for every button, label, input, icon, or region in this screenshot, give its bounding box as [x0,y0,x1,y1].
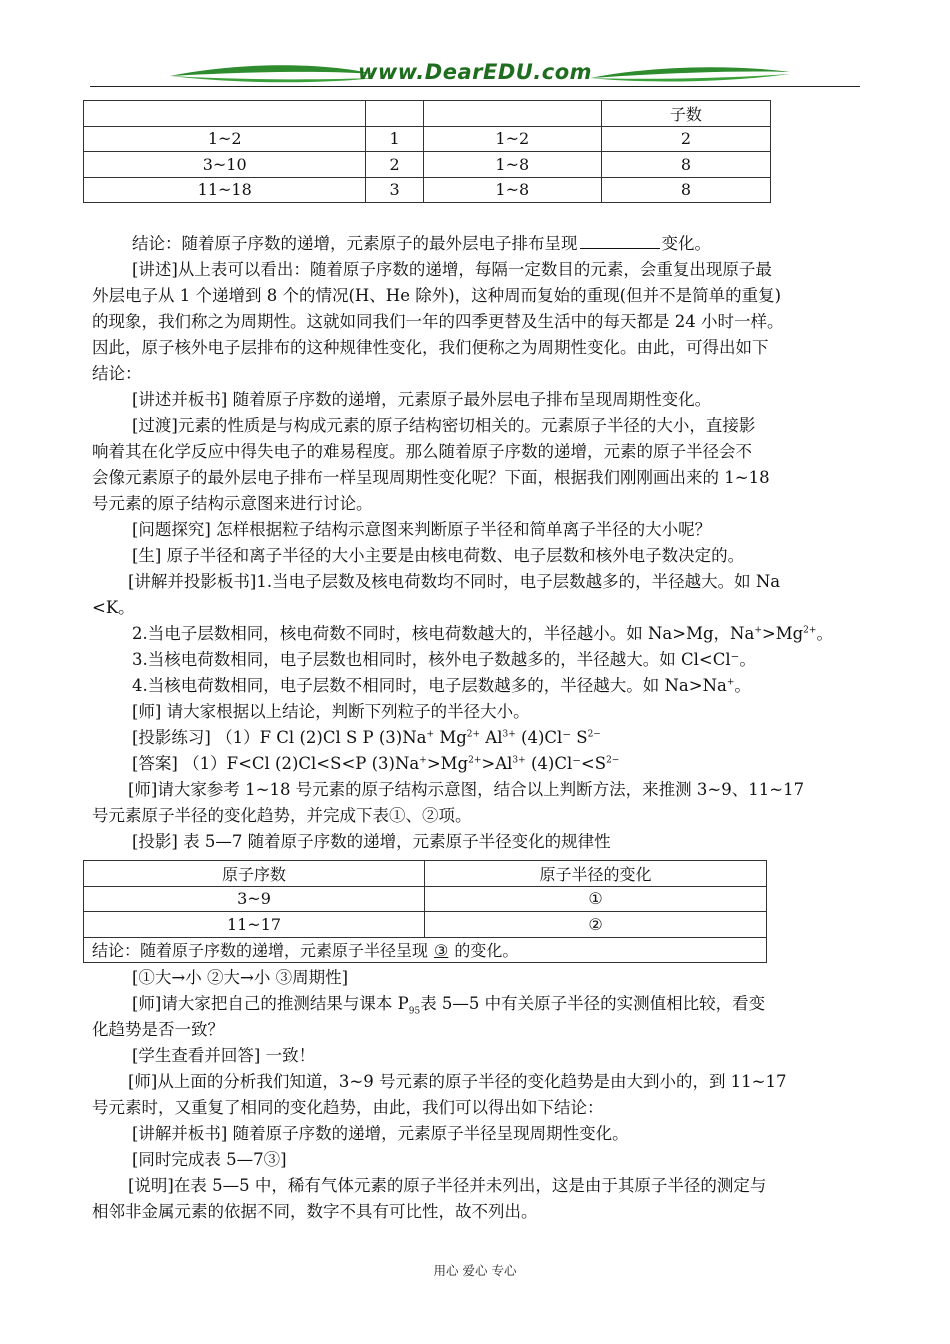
table-cell: 3~9 [84,886,425,912]
fill-in-blank [580,232,660,249]
table-cell: 1~8 [423,152,601,178]
table-row [84,937,767,963]
paragraph-line: [问题探究] 怎样根据粒子结构示意图来判断原子半径和简单离子半径的大小呢？ [132,520,712,539]
table-row [84,177,771,203]
paragraph-line: [师]从上面的分析我们知道，3~9 号元素的原子半径的变化趋势是由大到小的，到 11~17 [128,1072,787,1091]
paragraph-line: [答案] （1）F<Cl (2)Cl<S<P $(3)Na^+>Mg^{2+}>Al^{3+}$ $(4)Cl^-<S^{2-}$ [132,754,620,773]
paragraph-line: 3.当核电荷数相同，电子层数也相同时，核外电子数越多的，半径越大。如 Cl<Cl⁻。 [132,650,756,669]
body-text-block-1 [92,231,860,855]
paragraph-line: [师] 请大家根据以上结论，判断下列粒子的半径大小。 [132,702,530,721]
table-row [84,101,771,127]
paragraph-line: [过渡]元素的性质是与构成元素的原子结构密切相关的。元素原子半径的大小，直接影 [132,416,756,435]
table-row [84,152,771,178]
paragraph-line: [讲述]从上表可以看出：随着原子序数的递增，每隔一定数目的元素，会重复出现原子最 [132,260,772,279]
table-cell [366,101,423,127]
table-cell: 1 [366,126,423,152]
table-cell [423,101,601,127]
table-header-cell: 原子序数 [84,861,425,887]
table-cell [84,101,366,127]
page-footer: 用心 爱心 专心 [433,1263,517,1278]
paragraph-line: [讲解并板书] 随着原子序数的递增，元素原子半径呈现周期性变化。 [132,1124,629,1143]
table-row [84,886,767,912]
table-cell: ② [425,912,767,938]
paragraph-line: [投影练习] （1）F Cl (2)Cl S P (3)Na+ $Mg^{2+}$ $Al^{3+}$ (4)Cl⁻ $S^{2-}$ [132,728,601,747]
table-cell: ① [425,886,767,912]
electron-shell-table [83,100,771,203]
paragraph-line: 因此，原子核外电子层排布的这种规律性变化，我们便称之为周期性变化。由此，可得出如下 [92,338,769,357]
table-conclusion-cell: 结论：随着原子序数的递增，元素原子半径呈现 ③ 的变化。 [84,937,767,963]
site-logo: www.DearEDU.com [357,60,593,84]
table-cell: 3 [366,177,423,203]
paragraph-line: [师]请大家参考 1~18 号元素的原子结构示意图，结合以上判断方法，来推测 3~9、11~17 [128,780,805,799]
table-row [84,126,771,152]
paragraph-line: 号元素原子半径的变化趋势，并完成下表①、②项。 [92,806,472,825]
table-row [84,861,767,887]
table-cell: 2 [366,152,423,178]
paragraph-line: [讲述并板书] 随着原子序数的递增，元素原子最外层电子排布呈现周期性变化。 [132,390,712,409]
table-cell: 子数 [601,101,770,127]
body-text-block-2 [92,965,860,1225]
paragraph-line: 响着其在化学反应中得失电子的难易程度。那么随着原子序数的递增，元素的原子半径会不 [92,442,752,461]
paragraph-line: [①大→小 ②大→小 ③周期性] [132,968,349,987]
paragraph-line: 号元素的原子结构示意图来进行讨论。 [92,494,373,513]
paragraph-line: [学生查看并回答] 一致！ [132,1046,316,1065]
table-row [84,912,767,938]
table-cell: 8 [601,152,770,178]
paragraph-line: 会像元素原子的最外层电子排布一样呈现周期性变化呢？下面，根据我们刚刚画出来的 1~18 [92,468,770,487]
paragraph-line: 2.当电子层数相同，核电荷数不同时，核电荷数越大的，半径越小。如 Na>Mg，$Na^+>Mg^{2+}$。 [132,624,833,643]
fill-in-blank: ③ [434,941,449,961]
paragraph-line: [师]请大家把自己的推测结果与课本 $P_{95}$表 5—5 中有关原子半径的实测值相比较，看变 [132,994,766,1017]
paragraph-line: [同时完成表 5—7③] [132,1150,287,1169]
table-cell: 11~18 [84,177,366,203]
atomic-radius-table [83,860,767,963]
table-header-cell: 原子半径的变化 [425,861,767,887]
paragraph-line: [生] 原子半径和离子半径的大小主要是由核电荷数、电子层数和核外电子数决定的。 [132,546,745,565]
paragraph-line: [说明]在表 5—5 中，稀有气体元素的原子半径并未列出，这是由于其原子半径的测定与 [128,1176,767,1195]
paragraph-line: 外层电子从 1 个递增到 8 个的情况(H、He 除外)，这种周而复始的重现(但并不是简单的重复) [92,286,782,305]
table-cell: 1~8 [423,177,601,203]
paragraph-line: 号元素时，又重复了相同的变化趋势，由此，我们可以得出如下结论： [92,1098,604,1117]
paragraph-line: <K。 [92,598,135,617]
paragraph-line: 结论： [92,364,142,383]
table-cell: 11~17 [84,912,425,938]
paragraph-line: 4.当核电荷数相同，电子层数不相同时，电子层数越多的，半径越大。如 Na>Na+。 [132,676,751,695]
paragraph-line: [投影] 表 5—7 随着原子序数的递增，元素原子半径变化的规律性 [132,832,611,851]
paragraph-line: 相邻非金属元素的依据不同，数字不具有可比性，故不列出。 [92,1202,538,1221]
paragraph-line: 的现象，我们称之为周期性。这就如同我们一年的四季更替及生活中的每天都是 24 小时一样。 [92,312,784,331]
table-cell: 8 [601,177,770,203]
paragraph-line: [讲解并投影板书]1.当电子层数及核电荷数均不同时，电子层数越多的，半径越大。如 Na [128,572,781,591]
table-cell: 1~2 [84,126,366,152]
table-cell: 1~2 [423,126,601,152]
table-cell: 2 [601,126,770,152]
paragraph-line: 结论：随着原子序数的递增，元素原子的最外层电子排布呈现 变化。 [132,234,711,253]
paragraph-line: 化趋势是否一致？ [92,1020,224,1039]
table-cell: 3~10 [84,152,366,178]
header-rule [90,86,860,87]
